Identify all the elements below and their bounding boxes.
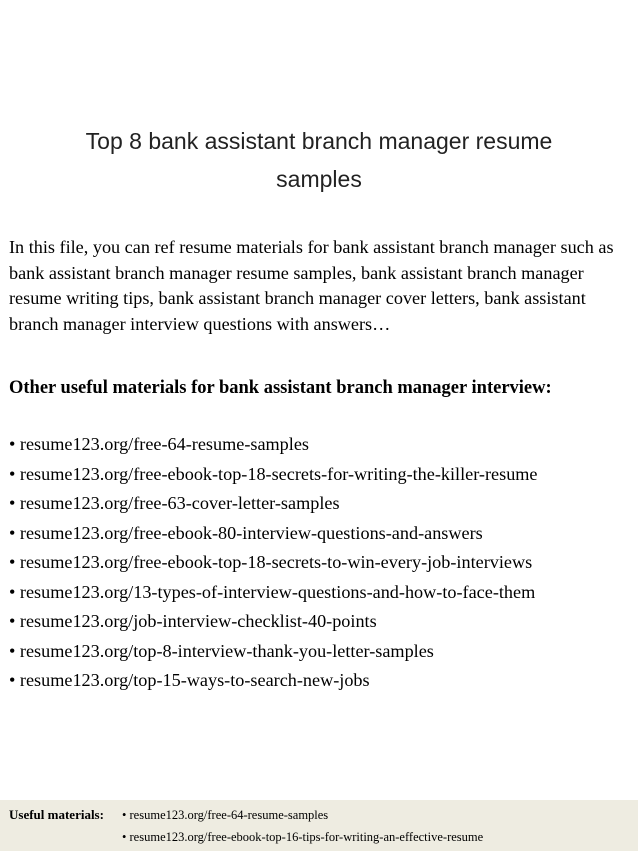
link-search-new-jobs[interactable]: resume123.org/top-15-ways-to-search-new-jobs	[19, 670, 370, 690]
bullet: •	[9, 552, 16, 572]
link-ebook-resume-secrets[interactable]: resume123.org/free-ebook-top-18-secrets-for-writing-the-killer-resume	[19, 463, 538, 484]
link-ebook-interview-secrets[interactable]: resume123.org/free-ebook-top-18-secrets-to-win-every-job-interviews	[19, 552, 533, 572]
footer-link-resume-samples[interactable]: resume123.org/free-64-resume-samples	[129, 808, 329, 822]
page-title	[0, 122, 638, 198]
list-item	[122, 828, 483, 850]
list-item	[9, 637, 637, 667]
footer-label-text: Useful materials	[9, 807, 100, 822]
list-item	[9, 607, 637, 637]
list-item	[122, 806, 483, 828]
footer-link-effective-resume[interactable]: resume123.org/free-ebook-top-16-tips-for-writing-an-effective-resume	[129, 830, 484, 844]
link-interview-checklist[interactable]: resume123.org/job-interview-checklist-40-points	[19, 611, 377, 631]
bullet: •	[9, 640, 16, 661]
link-interview-questions[interactable]: resume123.org/free-ebook-80-interview-questions-and-answers	[19, 522, 483, 543]
bullet: •	[122, 830, 127, 844]
title-line-2: samples	[276, 166, 362, 192]
intro-paragraph: In this file, you can ref resume materials for bank assistant branch manager such as bank assistant branch manager resume samples, bank assistant branch manager resume writing tips, bank assistant branch manager cover letters, bank assistant branch manager interview questions with answers…	[9, 237, 614, 334]
footer-links-list	[122, 806, 483, 850]
list-item	[9, 519, 637, 549]
link-thank-you-letters[interactable]: resume123.org/top-8-interview-thank-you-letter-samples	[19, 640, 434, 661]
link-resume-samples[interactable]: resume123.org/free-64-resume-samples	[19, 434, 309, 454]
bullet: •	[9, 670, 16, 690]
footer-label	[9, 806, 104, 824]
bullet: •	[9, 581, 16, 602]
link-cover-letter-samples[interactable]: resume123.org/free-63-cover-letter-samples	[19, 493, 340, 513]
list-item	[9, 578, 637, 608]
list-item	[9, 460, 637, 490]
bullet: •	[9, 434, 16, 454]
link-interview-question-types[interactable]: resume123.org/13-types-of-interview-questions-and-how-to-face-them	[19, 581, 536, 602]
bullet: •	[122, 808, 127, 822]
bullet: •	[9, 493, 16, 513]
list-item	[9, 666, 637, 696]
other-materials-heading: Other useful materials for bank assistant branch manager interview:	[9, 378, 552, 398]
bullet: •	[9, 522, 16, 543]
title-line-1: Top 8 bank assistant branch manager resume	[85, 128, 553, 154]
footer-label-colon: :	[99, 807, 104, 822]
bullet: •	[9, 463, 16, 484]
list-item	[9, 548, 637, 578]
list-item	[9, 489, 637, 519]
footer-bar	[0, 800, 638, 851]
useful-links-list	[9, 430, 637, 696]
bullet: •	[9, 611, 16, 631]
list-item	[9, 430, 637, 460]
